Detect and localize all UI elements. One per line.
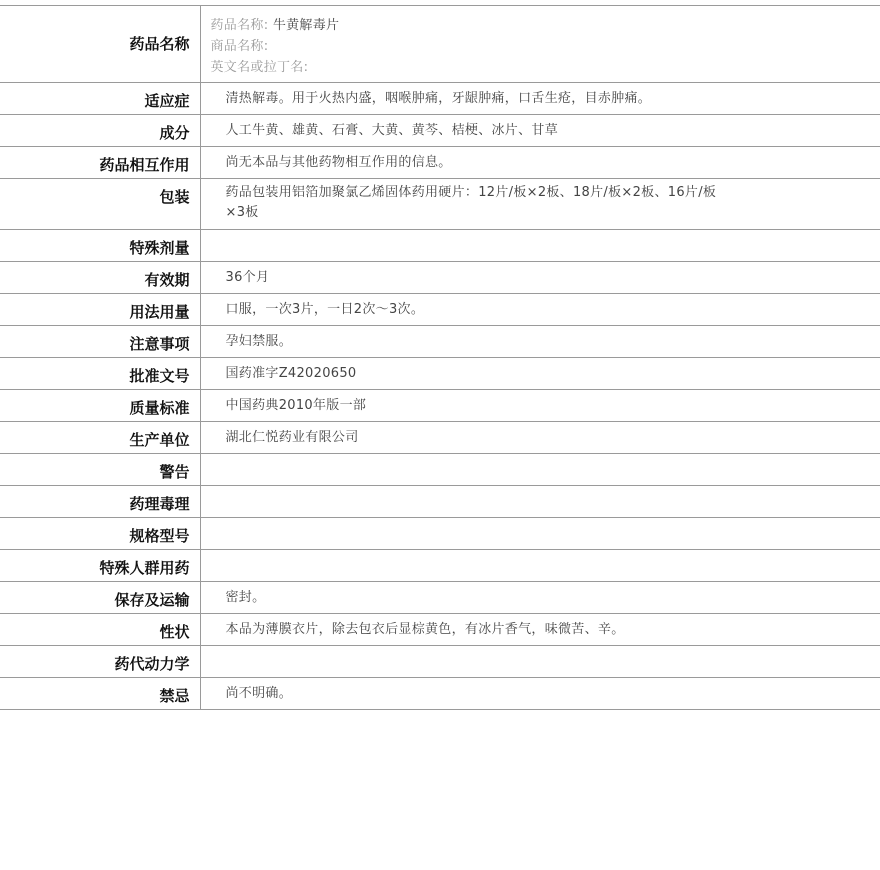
row-label: 包装 xyxy=(159,188,190,206)
row-value-cell xyxy=(200,486,880,518)
row-label: 质量标准 xyxy=(129,399,190,417)
row-value: 尚无本品与其他药物相互作用的信息。 xyxy=(225,155,452,170)
row-value-cell xyxy=(200,614,880,646)
row-value-cell xyxy=(200,422,880,454)
row-value: 国药准字Z42020650 xyxy=(225,366,357,381)
trade-name-line xyxy=(211,36,880,57)
row-label-cell xyxy=(0,486,200,518)
row-value: 湖北仁悦药业有限公司 xyxy=(225,430,359,445)
row-value xyxy=(226,230,880,236)
spec-row xyxy=(0,390,880,422)
row-value-cell xyxy=(200,115,880,147)
row-label-cell xyxy=(0,678,200,710)
row-value xyxy=(226,550,880,556)
row-label-cell xyxy=(0,646,200,678)
row-value: 密封。 xyxy=(225,590,266,605)
row-label: 成分 xyxy=(159,124,190,142)
row-value: 36个月 xyxy=(225,270,270,285)
row-value-cell xyxy=(200,678,880,710)
row-label-cell xyxy=(0,115,200,147)
row-value xyxy=(226,486,880,492)
row-value-cell xyxy=(200,179,880,230)
trade-name-key: 商品名称: xyxy=(210,39,269,54)
spec-row xyxy=(0,358,880,390)
row-label-cell xyxy=(0,230,200,262)
spec-row xyxy=(0,518,880,550)
row-value: 本品为薄膜衣片，除去包衣后显棕黄色，有冰片香气，味微苦、辛。 xyxy=(225,622,625,637)
drug-spec-body xyxy=(0,6,880,710)
row-label: 药理毒理 xyxy=(129,495,190,513)
row-label: 药品相互作用 xyxy=(99,156,190,174)
spec-row xyxy=(0,294,880,326)
row-label: 有效期 xyxy=(144,271,190,289)
row-value: 人工牛黄、雄黄、石膏、大黄、黄芩、桔梗、冰片、甘草 xyxy=(225,123,559,138)
row-value xyxy=(226,454,880,460)
row-label: 注意事项 xyxy=(129,335,190,353)
row-label-cell xyxy=(0,326,200,358)
row-label: 适应症 xyxy=(144,92,190,110)
spec-row xyxy=(0,486,880,518)
row-label-cell xyxy=(0,83,200,115)
spec-row xyxy=(0,422,880,454)
row-value-cell xyxy=(200,262,880,294)
spec-row xyxy=(0,262,880,294)
row-value-cell xyxy=(200,326,880,358)
generic-name-key: 药品名称: xyxy=(210,18,269,33)
row-label: 特殊剂量 xyxy=(129,239,190,257)
english-name-line xyxy=(211,57,880,78)
row-label: 性状 xyxy=(159,623,190,641)
spec-row xyxy=(0,614,880,646)
row-label: 药代动力学 xyxy=(114,655,190,673)
spec-row xyxy=(0,582,880,614)
row-label-cell xyxy=(0,454,200,486)
row-label: 批准文号 xyxy=(129,367,190,385)
row-label-cell xyxy=(0,582,200,614)
row-label-cell xyxy=(0,390,200,422)
spec-row xyxy=(0,147,880,179)
spec-row xyxy=(0,646,880,678)
row-label: 特殊人群用药 xyxy=(99,559,190,577)
row-value: 孕妇禁服。 xyxy=(225,334,293,349)
row-label-cell xyxy=(0,294,200,326)
row-value-cell xyxy=(200,518,880,550)
row-value-cell xyxy=(200,646,880,678)
row-value-cell xyxy=(200,550,880,582)
row-drug-name xyxy=(0,6,880,83)
drug-spec-table xyxy=(0,5,880,710)
row-label: 禁忌 xyxy=(159,687,190,705)
row-value: 药品包装用铝箔加聚氯乙烯固体药用硬片：12片/板×2板、18片/板×2板、16片/板×3板 xyxy=(225,185,717,220)
row-label: 用法用量 xyxy=(129,303,190,321)
spec-row xyxy=(0,326,880,358)
row-label-cell xyxy=(0,147,200,179)
row-value-cell xyxy=(200,294,880,326)
row-value xyxy=(226,518,880,524)
drug-name-values xyxy=(200,6,880,83)
row-label: 规格型号 xyxy=(129,527,190,545)
row-label-cell xyxy=(0,614,200,646)
row-value-cell xyxy=(200,582,880,614)
row-label: 警告 xyxy=(159,463,190,481)
spec-row xyxy=(0,179,880,230)
spec-row xyxy=(0,115,880,147)
row-label-cell xyxy=(0,550,200,582)
row-label: 保存及运输 xyxy=(114,591,190,609)
spec-row xyxy=(0,550,880,582)
row-label-cell xyxy=(0,422,200,454)
row-label: 生产单位 xyxy=(129,431,190,449)
row-value-cell xyxy=(200,358,880,390)
row-value-cell xyxy=(200,230,880,262)
row-label: 药品名称 xyxy=(129,35,190,53)
row-value-cell xyxy=(200,390,880,422)
row-label-cell xyxy=(0,6,200,83)
row-label-cell xyxy=(0,179,200,230)
row-label-cell xyxy=(0,518,200,550)
spec-row xyxy=(0,454,880,486)
row-value: 中国药典2010年版一部 xyxy=(225,398,367,413)
english-name-key: 英文名或拉丁名: xyxy=(210,60,309,75)
row-value: 清热解毒。用于火热内盛，咽喉肿痛，牙龈肿痛，口舌生疮，目赤肿痛。 xyxy=(225,91,652,106)
row-value-cell xyxy=(200,454,880,486)
row-value-cell xyxy=(200,147,880,179)
row-value-cell xyxy=(200,83,880,115)
generic-name-line xyxy=(211,6,880,36)
spec-row xyxy=(0,230,880,262)
spec-row xyxy=(0,83,880,115)
row-label-cell xyxy=(0,262,200,294)
row-label-cell xyxy=(0,358,200,390)
row-value xyxy=(226,646,880,652)
row-value: 口服，一次3片，一日2次～3次。 xyxy=(225,302,425,317)
spec-row xyxy=(0,678,880,710)
row-value: 尚不明确。 xyxy=(225,686,293,701)
generic-name-value: 牛黄解毒片 xyxy=(272,18,340,33)
